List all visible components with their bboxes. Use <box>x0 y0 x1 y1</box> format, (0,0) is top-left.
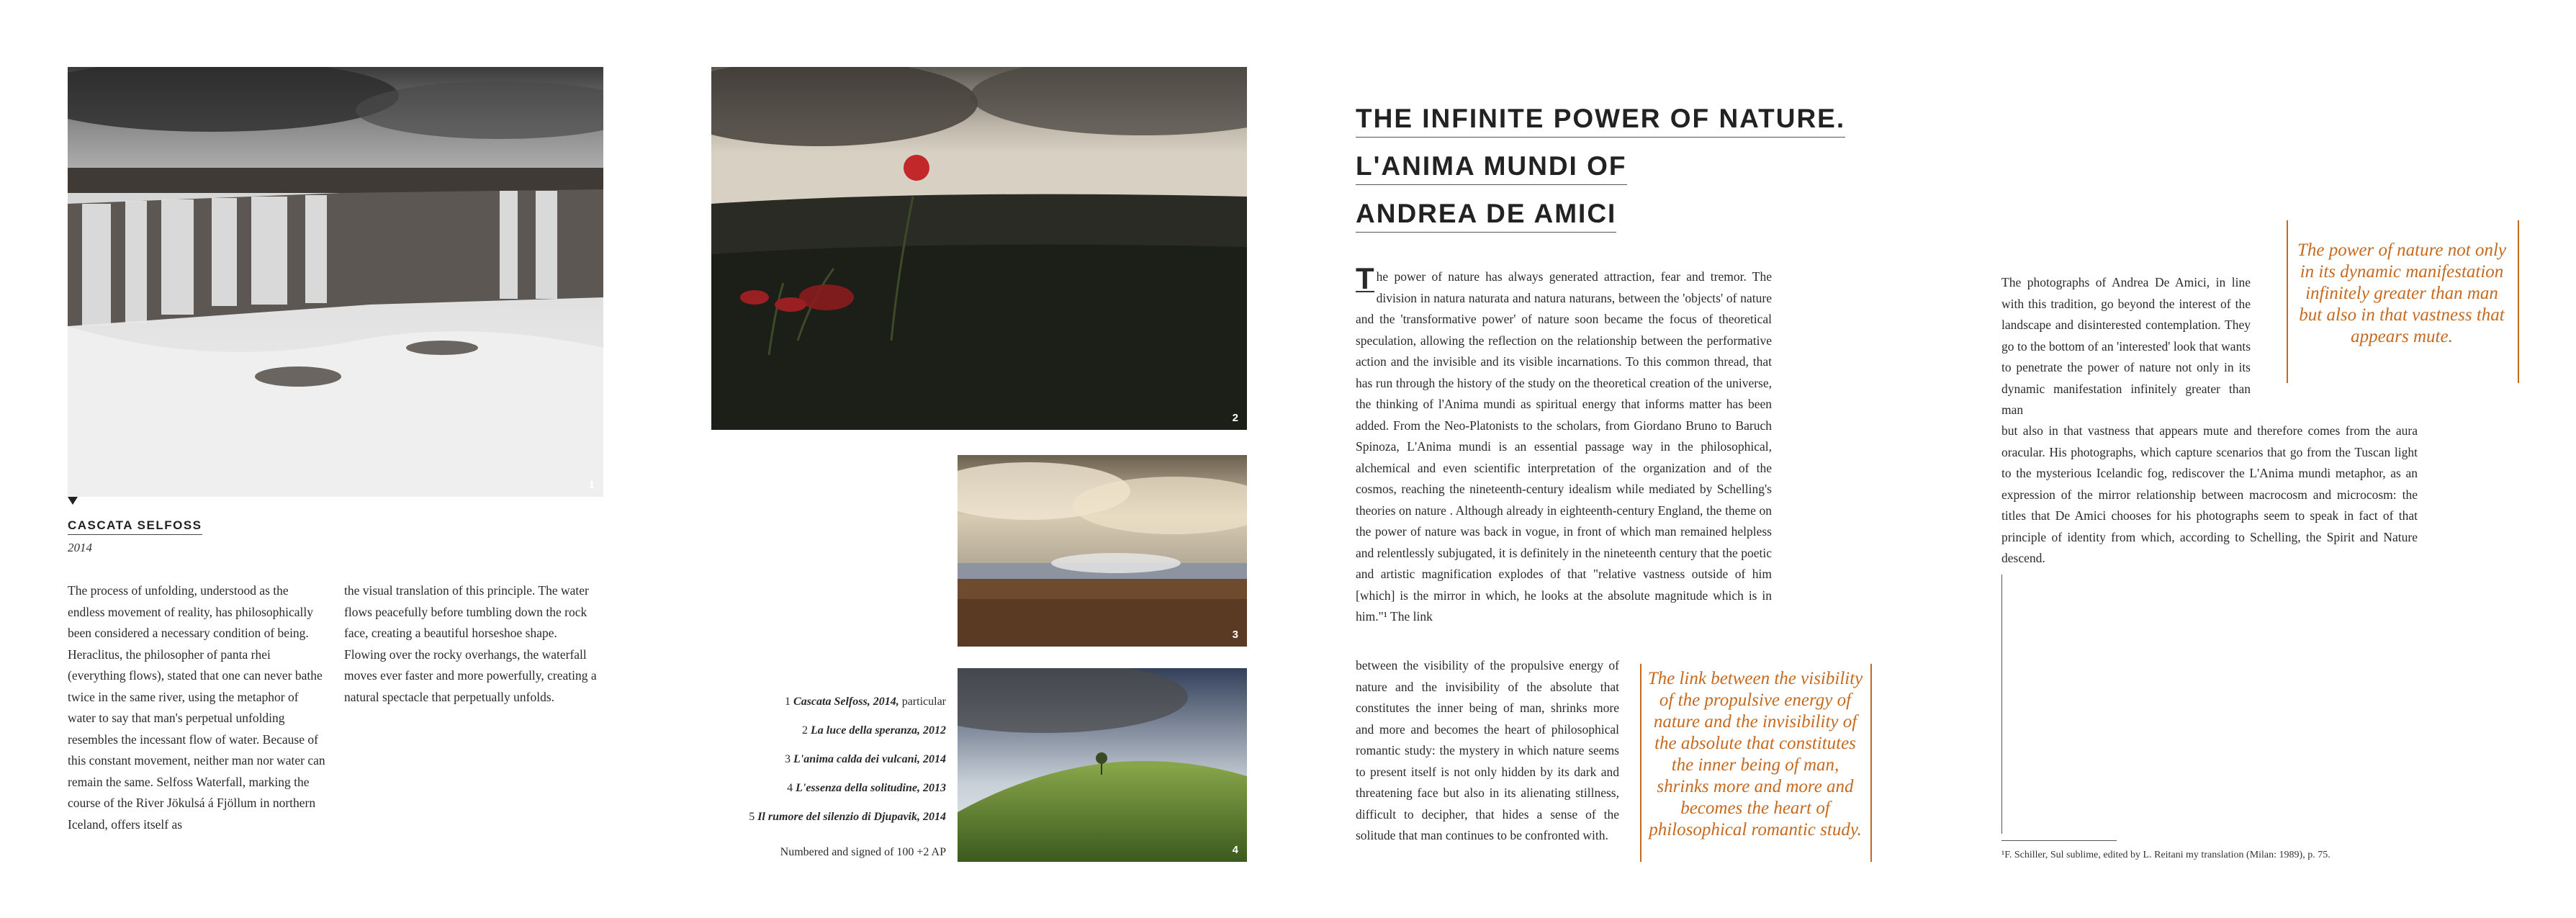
photo-volcano <box>958 455 1247 647</box>
title-line: ANDREA DE AMICI <box>1356 198 1616 233</box>
photo-number: 4 <box>1232 844 1238 856</box>
pull-quote-rule <box>1870 664 1872 862</box>
caption-year: 2014 <box>68 541 92 554</box>
left-text-col2: the visual translation of this principle. The water flows peacefully before tumbling down the rock face, creating a beautiful horseshoe shape. Flowing over the rocky overhangs, the waterfall moves ever faster and more powerfully, creating a natural spectacle that perpetually unfolds. <box>344 583 597 704</box>
pull-quote-rule <box>2287 220 2288 383</box>
caption-title: CASCATA SELFOSS <box>68 518 202 535</box>
caption <box>68 518 202 555</box>
photo-cascata-selfoss <box>68 67 603 497</box>
pull-quote-2: The power of nature not only in its dynamic manifestation infinitely greater than man but also in that vastness that appears mute. <box>2297 240 2507 346</box>
photo-number: 1 <box>588 479 595 491</box>
list-item: 4 L'essenza della solitudine, 2013 <box>787 782 946 794</box>
article-title <box>1356 103 1845 233</box>
dropcap: T <box>1356 261 1374 295</box>
left-text-col1: The process of unfolding, understood as the endless movement of reality, has philosophically been considered a necessary condition of being. Heraclitus, the philosopher of panta rhei (everything flows), stated that one can never bathe twice in the same river, using the metaphor of water to say that man's perpetual unfolding resembles the incessant flow of water. Because of this constant movement, neither man nor water can remain the same. Selfoss Waterfall, marking the course of the River Jökulsá á Fjöllum in northern Iceland, offers itself as <box>68 583 325 832</box>
pull-quote-rule <box>2518 220 2519 383</box>
list-item: 1 Cascata Selfoss, 2014, particular <box>785 696 946 708</box>
vertical-rule <box>2001 575 2002 834</box>
title-line: L'ANIMA MUNDI OF <box>1356 150 1627 185</box>
footnote-rule <box>2001 840 2117 841</box>
article-body-top: T he power of nature has always generated attraction, fear and tremor. The division in natura naturata and natura naturans, between the 'objects' of nature and the 'transformative power' of nature soon became the focus of theoretical speculation, allowing the reflection on the relationship between the performative action and the invisible and its visible incarnations. To this common thread, that has run through the history of the study on the theoretical creation of the universe, the thinking of l'Anima mundi as spiritual energy that informs matter has been added. From the Neo-Platonists to the scholars, from Giordano Bruno to Baruch Spinoza, L'Anima mundi is an essential passage way in the philosophical, alchemical and even scientific interpretation of the organization and of the cosmos, reaching the nineteenth-century idealism while mediated by Schelling's theories on nature . Although already in eighteenth-century England, the theme on the power of nature was back in vogue, in front of which man remained helpless and relentlessly subjugated, it is definitely in the nineteenth century that the poetic and artistic magnification explodes of that "relative vastness outside of him [which] is the mirror in which, he looks at the absolute magnitude which is in him."¹ The link <box>1356 261 1772 624</box>
photo-number: 2 <box>1232 412 1238 424</box>
right-para-wide: but also in that vastness that appears mute and therefore comes from the aura oracular. His photographs, which capture scenarios that go from the Tuscan light to the mysterious Icelandic fog, rediscover the L'Anima mundi metaphor, as an expression of the mirror relationship between macrocosm and microcosm: the titles that De Amici chooses for his photographs seem to speak in fact of that principle of identity from which, according to Schelling, the Spirit and Nature descend. <box>2001 423 2418 565</box>
pull-quote-1: The link between the visibility of the propulsive energy of nature and the invisibility of the absolute that constitutes the inner being of man, shrinks more and more and becomes the heart of philosophical romantic study. <box>1647 669 1863 840</box>
right-para-narrow: The photographs of Andrea De Amici, in line with this tradition, go beyond the interest of the landscape and disinterested contemplation. They go to the bottom of an 'interested' look that wants to penetrate the power of nature not only in its dynamic manifestation infinitely greater than man <box>2001 275 2251 417</box>
photo-number: 3 <box>1232 629 1238 641</box>
photo-poppy <box>711 67 1247 430</box>
edition-note: Numbered and signed of 100 +2 AP <box>780 846 946 858</box>
photo-green-hill <box>958 668 1247 862</box>
footnote: ¹F. Schiller, Sul sublime, edited by L. Reitani my translation (Milan: 1989), p. 75. <box>2001 850 2330 860</box>
pull-quote-rule <box>1640 664 1641 862</box>
title-line: THE INFINITE POWER OF NATURE. <box>1356 103 1845 138</box>
article-body-bottom: between the visibility of the propulsive energy of nature and the invisibility of the absolute that constitutes the inner being of man, shrinks more and more and becomes the heart of philosophical romantic study: the mystery in which nature seems to present itself is not only hidden by its dark and threatening face but also in its alienating stillness, difficult to decipher, that hides a sense of the solitude that man continues to be confronted with. <box>1356 658 1619 842</box>
list-item: 2 La luce della speranza, 2012 <box>802 724 946 737</box>
triangle-marker-icon <box>68 497 78 505</box>
list-item: 5 Il rumore del silenzio di Djupavik, 2014 <box>749 811 946 823</box>
works-list <box>648 688 946 832</box>
list-item: 3 L'anima calda dei vulcani, 2014 <box>785 753 946 765</box>
